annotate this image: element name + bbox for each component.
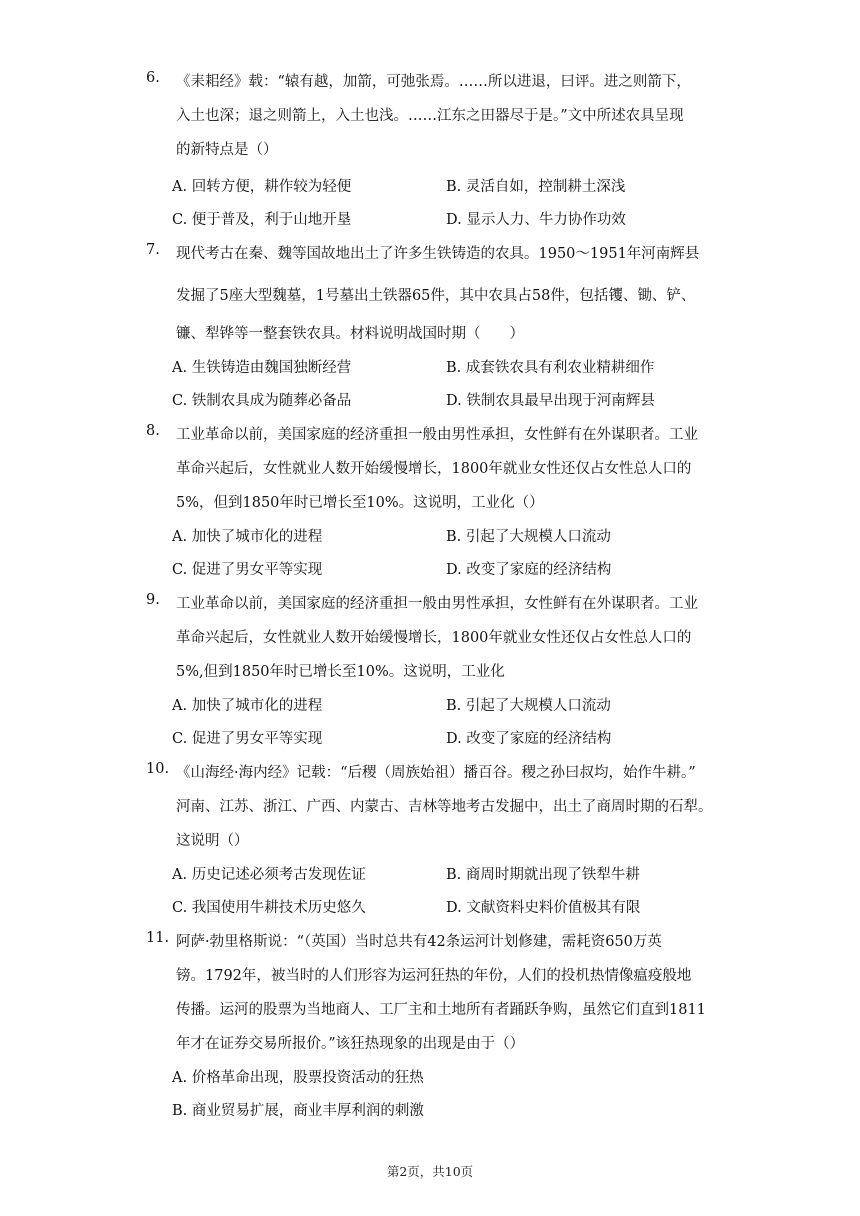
option-a[interactable]: A. 加快了城市化的进程 <box>172 698 323 714</box>
question-text-line: 发掘了5座大型魏墓，1号墓出土铁器65件，其中农具占58件，包括䦆、锄、铲、 <box>176 288 696 304</box>
question-number: 7. <box>146 242 160 258</box>
question-text-line: 现代考古在秦、魏等国故地出土了许多生铁铸造的农具。1950～1951年河南辉县 <box>176 246 700 262</box>
question-number: 8. <box>146 423 160 439</box>
option-b[interactable]: B. 灵活自如，控制耕土深浅 <box>446 179 626 195</box>
option-d[interactable]: D. 显示人力、牛力协作功效 <box>446 212 626 228</box>
question-text-line: 这说明（） <box>176 833 249 849</box>
question-number: 10. <box>146 761 170 777</box>
question-number: 6. <box>146 70 160 86</box>
question-text-line: 传播。运河的股票为当地商人、工厂主和土地所有者踊跃争购，虽然它们直到1811 <box>176 1002 706 1018</box>
option-d[interactable]: D. 文献资料史料价值极其有限 <box>446 900 641 916</box>
question-text-line: 阿萨·勃里格斯说：“（英国）当时总共有42条运河计划修建，需耗资650万英 <box>176 934 662 950</box>
option-b[interactable]: B. 引起了大规模人口流动 <box>446 698 611 714</box>
question-text-line: 工业革命以前，美国家庭的经济重担一般由男性承担，女性鲜有在外谋职者。工业 <box>176 596 698 612</box>
option-a[interactable]: A. 价格革命出现，股票投资活动的狂热 <box>172 1070 424 1086</box>
question-text-line: 工业革命以前，美国家庭的经济重担一般由男性承担，女性鲜有在外谋职者。工业 <box>176 427 698 443</box>
option-c[interactable]: C. 促进了男女平等实现 <box>172 562 323 578</box>
option-a[interactable]: A. 生铁铸造由魏国独断经营 <box>172 360 352 376</box>
option-a[interactable]: A. 回转方便，耕作较为轻便 <box>172 179 352 195</box>
option-d[interactable]: D. 改变了家庭的经济结构 <box>446 731 612 747</box>
option-b[interactable]: B. 引起了大规模人口流动 <box>446 529 611 545</box>
question-text-line: 年才在证券交易所报价。”该狂热现象的出现是由于（） <box>176 1036 525 1052</box>
question-text-line: 《山海经·海内经》记载：“后稷（周族始祖）播百谷。稷之孙曰叔均，始作牛耕。” <box>176 765 696 781</box>
option-d[interactable]: D. 改变了家庭的经济结构 <box>446 562 612 578</box>
question-text-line: 镰、犁铧等一整套铁农具。材料说明战国时期（ ） <box>176 326 524 342</box>
question-text-line: 的新特点是（） <box>176 142 278 158</box>
option-c[interactable]: C. 促进了男女平等实现 <box>172 731 323 747</box>
question-text-line: 5%,但到1850年时已增长至10%。这说明，工业化 <box>176 664 505 680</box>
question-text-line: 河南、江苏、浙江、广西、内蒙古、吉林等地考古发掘中，出土了商周时期的石犁。 <box>176 799 713 815</box>
option-c[interactable]: C. 便于普及，利于山地开垦 <box>172 212 352 228</box>
option-d[interactable]: D. 铁制农具最早出现于河南辉县 <box>446 393 655 409</box>
page-footer: 第2页，共10页 <box>386 1164 474 1179</box>
question-text-line: 《耒耜经》载：“辕有越，加箭，可弛张焉。……所以进退，曰评。进之则箭下， <box>176 74 691 90</box>
option-b[interactable]: B. 成套铁农具有利农业精耕细作 <box>446 360 655 376</box>
option-b[interactable]: B. 商周时期就出现了铁犁牛耕 <box>446 867 640 883</box>
option-a[interactable]: A. 历史记述必须考古发现佐证 <box>172 867 366 883</box>
question-text-line: 革命兴起后，女性就业人数开始缓慢增长，1800年就业女性还仅占女性总人口的 <box>176 461 692 477</box>
option-a[interactable]: A. 加快了城市化的进程 <box>172 529 323 545</box>
question-number: 11. <box>146 930 170 946</box>
option-c[interactable]: C. 铁制农具成为随葬必备品 <box>172 393 352 409</box>
question-text-line: 镑。1792年，被当时的人们形容为运河狂热的年份，人们的投机热情像瘟疫般地 <box>176 968 692 984</box>
question-text-line: 革命兴起后，女性就业人数开始缓慢增长，1800年就业女性还仅占女性总人口的 <box>176 630 692 646</box>
option-b[interactable]: B. 商业贸易扩展，商业丰厚利润的刺激 <box>172 1103 424 1119</box>
question-number: 9. <box>146 592 160 608</box>
option-c[interactable]: C. 我国使用牛耕技术历史悠久 <box>172 900 366 916</box>
question-text-line: 5%，但到1850年时已增长至10%。这说明，工业化（） <box>176 495 544 511</box>
question-text-line: 入土也深；退之则箭上，入土也浅。……江东之田器尽于是。”文中所述农具呈现 <box>176 108 684 124</box>
